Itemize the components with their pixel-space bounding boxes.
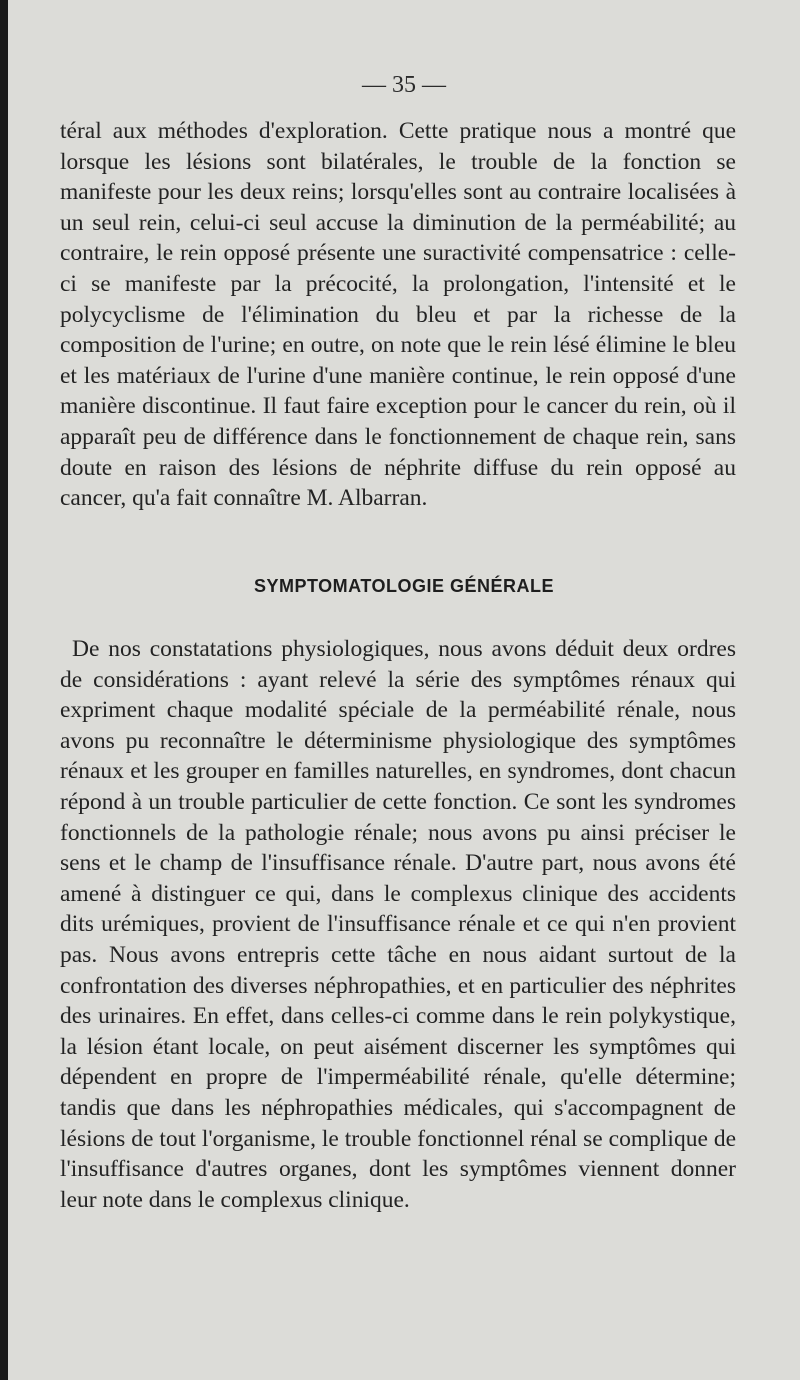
page-number: — 35 —: [362, 72, 446, 98]
paragraph-symptomatologie: De nos constatations physiologiques, nous avons déduit deux ordres de considérations : ayant relevé la série des symptômes rénaux qui expriment chaque modalité spéciale de la perméabilité rénale, nous avons pu reconnaître le déterminisme physiologique des symptômes rénaux et les grouper en familles naturelles, en syndromes, dont chacun répond à un trouble particulier de cette fonction. Ce sont les syndromes fonctionnels de la pathologie rénale; nous avons pu ainsi préciser le sens et le champ de l'insuffisance rénale. D'autre part, nous avons été amené à distinguer ce qui, dans le complexus clinique des accidents dits urémiques, provient de l'insuffisance rénale et ce qui n'en provient pas. Nous avons entrepris cette tâche en nous aidant surtout de la confrontation des diverses néphropathies, et en particulier des néphrites des urinaires. En effet, dans celles-ci comme dans le rein polykystique, la lésion étant locale, on peut aisément discerner les symptômes qui dépendent en propre de l'imperméabilité rénale, qu'elle détermine; tandis que dans les néphropathies médicales, qui s'accompagnent de lésions de tout l'organisme, le trouble fonctionnel rénal se complique de l'insuffisance d'autres organes, dont les symptômes viennent donner leur note dans le complexus clinique.: [60, 636, 736, 1213]
paragraph-continued: téral aux méthodes d'exploration. Cette pratique nous a montré que lorsque les lésions sont bilatérales, le trouble de la fonction se manifeste pour les deux reins; lorsqu'elles sont au contraire localisées à un seul rein, celui-ci seul accuse la diminution de la perméabilité; au contraire, le rein opposé présente une suractivité compensatrice : celle-ci se manifeste par la précocité, la prolongation, l'intensité et le polycyclisme de l'élimination du bleu et par la richesse de la composition de l'urine; en outre, on note que le rein lésé élimine le bleu et les matériaux de l'urine d'une manière continue, le rein opposé d'une manière discontinue. Il faut faire exception pour le cancer du rein, où il apparaît peu de différence dans le fonctionnement de chaque rein, sans doute en raison des lésions de néphrite diffuse du rein opposé au cancer, qu'a fait connaître M. Albarran.: [60, 118, 736, 512]
book-page: [8, 0, 800, 1380]
section-heading: SYMPTOMATOLOGIE GÉNÉRALE: [253, 576, 555, 596]
